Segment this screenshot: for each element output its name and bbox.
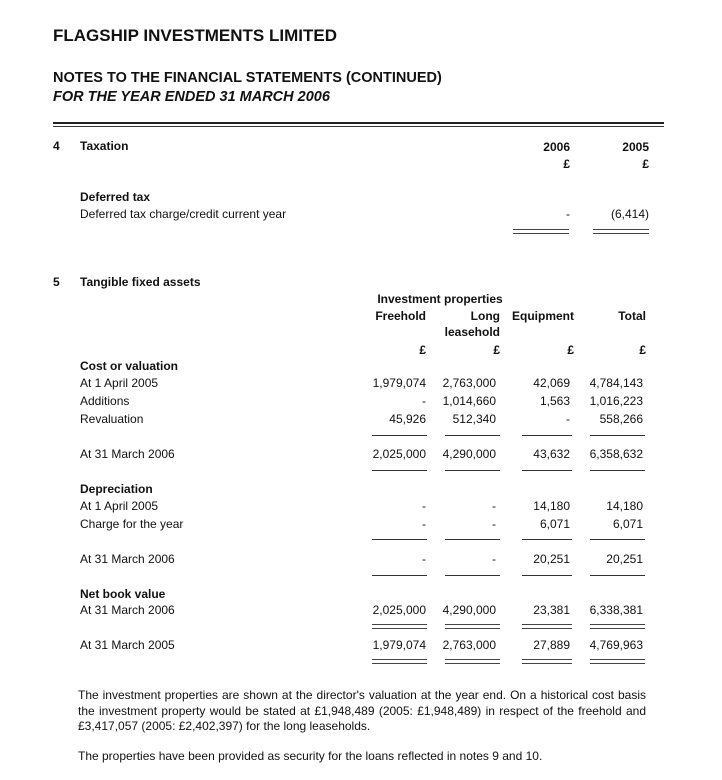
subtotal-rule — [522, 435, 572, 436]
cell-equipment: 20,251 — [533, 552, 570, 566]
cell-leasehold: 512,340 — [452, 412, 496, 426]
double-underline — [445, 659, 500, 664]
col-2006-header: 2006 — [543, 140, 570, 154]
total-rule — [522, 575, 572, 576]
cell-freehold: 45,926 — [389, 412, 426, 426]
cell-total: 6,358,632 — [589, 447, 643, 461]
note-title: Taxation — [80, 139, 129, 153]
double-underline — [593, 229, 649, 234]
valuation-note-paragraph: The investment properties are shown at the director's valuation at the year end. On a historical cost basis the investment property would be stated at £1,948,489 (2005: £1,948,489) in respect of the freehold and £3,417,057 (2005: £2,402,397) for the long leaseholds. — [78, 688, 646, 733]
row-label: Additions — [80, 394, 130, 408]
row-label: At 31 March 2005 — [80, 638, 175, 652]
cell-total: 14,180 — [606, 499, 643, 513]
cell-equipment: 42,069 — [533, 376, 570, 390]
subtotal-rule — [590, 539, 645, 540]
note-number: 4 — [53, 139, 60, 153]
total-rule — [445, 575, 500, 576]
subtotal-rule — [590, 435, 645, 436]
header-rule — [53, 122, 664, 124]
cell-equipment: 14,180 — [533, 499, 570, 513]
cell-equipment: 27,889 — [533, 638, 570, 652]
currency-leasehold: £ — [493, 343, 500, 357]
col-2005-header: 2005 — [622, 140, 649, 154]
double-underline — [590, 624, 645, 629]
total-rule — [372, 470, 427, 471]
total-rule — [522, 470, 572, 471]
double-underline — [522, 659, 572, 664]
cell-freehold: 2,025,000 — [372, 603, 426, 617]
cell-leasehold: 4,290,000 — [442, 603, 496, 617]
cell-leasehold: 2,763,000 — [442, 638, 496, 652]
cell-leasehold: 4,290,000 — [442, 447, 496, 461]
cell-freehold: 1,979,074 — [372, 638, 426, 652]
cell-leasehold: - — [492, 499, 496, 513]
cell-freehold: - — [422, 517, 426, 531]
row-label: At 31 March 2006 — [80, 603, 175, 617]
cell-equipment: 1,563 — [539, 394, 570, 408]
section-heading: Deferred tax — [80, 190, 151, 204]
cell-freehold: - — [422, 394, 426, 408]
row-label: Charge for the year — [80, 517, 184, 531]
cell-total: 20,251 — [606, 552, 643, 566]
currency-total: £ — [639, 343, 646, 357]
total-rule — [372, 575, 427, 576]
double-underline — [372, 659, 427, 664]
col-long-header: Long — [470, 309, 500, 323]
company-name: FLAGSHIP INVESTMENTS LIMITED — [53, 26, 337, 45]
row-label: At 31 March 2006 — [80, 552, 175, 566]
double-underline — [372, 624, 427, 629]
col-total-header: Total — [618, 309, 646, 323]
col-2005-currency: £ — [642, 157, 649, 171]
cell-freehold: - — [422, 499, 426, 513]
double-underline — [590, 659, 645, 664]
cell-total: 4,769,963 — [589, 638, 643, 652]
cell-equipment: 6,071 — [539, 517, 570, 531]
currency-equipment: £ — [567, 343, 574, 357]
col-2006-currency: £ — [563, 157, 570, 171]
col-leasehold-header: leasehold — [444, 325, 500, 339]
double-underline — [522, 624, 572, 629]
cell-total: 4,784,143 — [589, 376, 643, 390]
cell-leasehold: - — [492, 517, 496, 531]
cell-equipment: 23,381 — [533, 603, 570, 617]
nbv-heading: Net book value — [80, 587, 166, 601]
cell-total: 558,266 — [599, 412, 643, 426]
notes-title: NOTES TO THE FINANCIAL STATEMENTS (CONTINUED) — [53, 70, 442, 86]
cell-leasehold: 1,014,660 — [442, 394, 496, 408]
cell-equipment: 43,632 — [533, 447, 570, 461]
row-label: At 31 March 2006 — [80, 447, 175, 461]
double-underline — [513, 229, 569, 234]
subtotal-rule — [445, 435, 500, 436]
value-2006: - — [566, 207, 570, 221]
cell-leasehold: 2,763,000 — [442, 376, 496, 390]
subtotal-rule — [522, 539, 572, 540]
cell-leasehold: - — [492, 552, 496, 566]
double-underline — [445, 624, 500, 629]
investment-properties-header: Investment properties — [377, 292, 503, 306]
subtotal-rule — [372, 435, 427, 436]
total-rule — [590, 575, 645, 576]
row-label: At 1 April 2005 — [80, 499, 159, 513]
cell-freehold: - — [422, 552, 426, 566]
note-number: 5 — [53, 275, 60, 289]
col-equipment-header: Equipment — [512, 309, 574, 323]
cost-heading: Cost or valuation — [80, 359, 179, 373]
row-label: Revaluation — [80, 412, 144, 426]
currency-freehold: £ — [419, 343, 426, 357]
total-rule — [590, 470, 645, 471]
col-freehold-header: Freehold — [375, 309, 426, 323]
row-label: At 1 April 2005 — [80, 376, 159, 390]
period-title: FOR THE YEAR ENDED 31 MARCH 2006 — [53, 89, 330, 105]
cell-freehold: 1,979,074 — [372, 376, 426, 390]
row-label: Deferred tax charge/credit current year — [80, 207, 287, 221]
security-note-paragraph: The properties have been provided as security for the loans reflected in notes 9 and 10. — [78, 749, 543, 763]
cell-equipment: - — [566, 412, 570, 426]
cell-total: 1,016,223 — [589, 394, 643, 408]
header-rule-thin — [53, 126, 664, 127]
total-rule — [445, 470, 500, 471]
depreciation-heading: Depreciation — [80, 482, 153, 496]
cell-total: 6,071 — [612, 517, 643, 531]
value-2005: (6,414) — [610, 207, 649, 221]
cell-total: 6,338,381 — [589, 603, 643, 617]
cell-freehold: 2,025,000 — [372, 447, 426, 461]
subtotal-rule — [372, 539, 427, 540]
note-title: Tangible fixed assets — [80, 275, 201, 289]
subtotal-rule — [445, 539, 500, 540]
